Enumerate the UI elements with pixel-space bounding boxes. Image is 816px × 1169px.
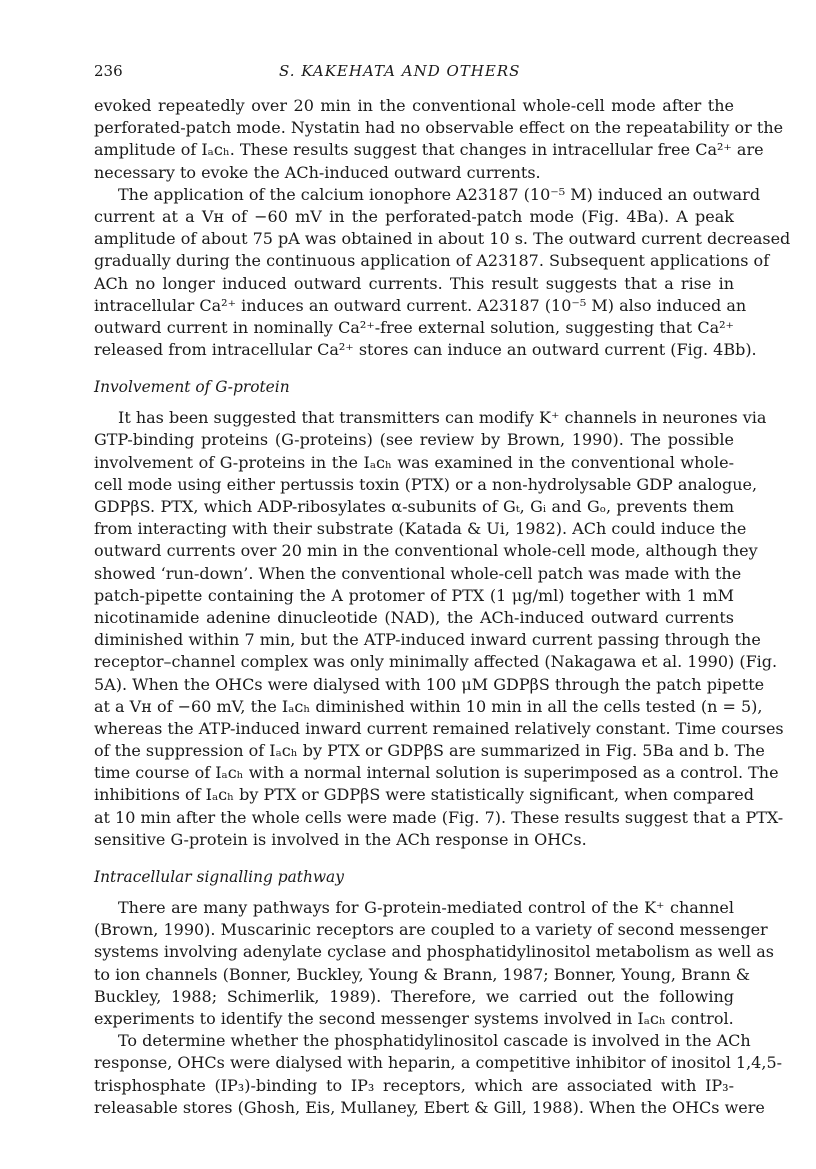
- text-line: evoked repeatedly over 20 min in the conventional whole-cell mode after the: [94, 96, 734, 115]
- text-line: outward currents over 20 min in the conventional whole-cell mode, although they: [94, 541, 758, 561]
- text-line: cell mode using either pertussis toxin (PTX) or a non-hydrolysable GDP analogue,: [94, 474, 758, 494]
- body-paragraph-phosphatidylinositol: [94, 1031, 783, 1120]
- running-head: S. KAKEHATA AND OTHERS: [279, 62, 521, 80]
- body-paragraph-continued: [94, 96, 784, 185]
- text-line: patch-pipette containing the A protomer of PTX (1 μg/ml) together with 1 mM: [94, 585, 734, 605]
- text-line: ACh no longer induced outward currents. This result suggests that a rise in: [94, 273, 734, 293]
- text-line: from interacting with their substrate (Katada & Ui, 1982). ACh could induce the: [94, 519, 747, 539]
- text-line: response, OHCs were dialysed with heparin, a competitive inhibitor of inositol 1,4,5-: [94, 1053, 783, 1073]
- text-line: diminished within 7 min, but the ATP-induced inward current passing through the: [94, 630, 761, 650]
- text-line: at a Vʜ of −60 mV, the Iₐᴄₕ diminished within 10 min in all the cells tested (n = 5),: [94, 696, 763, 716]
- text-line: time course of Iₐᴄₕ with a normal internal solution is superimposed as a control. The: [94, 763, 779, 783]
- text-line: intracellular Ca²⁺ induces an outward current. A23187 (10⁻⁵ M) also induced an: [94, 295, 747, 315]
- text-line: whereas the ATP-induced inward current remained relatively constant. Time courses: [94, 718, 784, 738]
- text-line: showed ‘run-down’. When the conventional whole-cell patch was made with the: [94, 563, 742, 583]
- text-line: at 10 min after the whole cells were made (Fig. 7). These results suggest that a PTX-: [94, 807, 784, 827]
- text-line: of the suppression of Iₐᴄₕ by PTX or GDPβS are summarized in Fig. 5Ba and b. The: [94, 741, 765, 761]
- text-line: perforated-patch mode. Nystatin had no observable effect on the repeatability or the: [94, 118, 784, 138]
- section-heading-signalling: Intracellular signalling pathway: [94, 868, 344, 886]
- text-line: (Brown, 1990). Muscarinic receptors are coupled to a variety of second messenger: [94, 920, 768, 940]
- text-line: There are many pathways for G-protein-mediated control of the K⁺ channel: [118, 898, 734, 917]
- text-line: sensitive G-protein is involved in the ACh response in OHCs.: [94, 829, 587, 849]
- text-line: It has been suggested that transmitters can modify K⁺ channels in neurones via: [118, 408, 767, 428]
- text-line: amplitude of Iₐᴄₕ. These results suggest that changes in intracellular free Ca²⁺ are: [94, 140, 764, 160]
- page-header: [94, 62, 734, 92]
- text-line: to ion channels (Bonner, Buckley, Young & Brann, 1987; Bonner, Young, Brann &: [94, 964, 750, 984]
- text-line: receptor–channel complex was only minimally affected (Nakagawa et al. 1990) (Fig.: [94, 652, 778, 672]
- body-paragraph-g-protein: [94, 408, 784, 852]
- text-line: Buckley, 1988; Schimerlik, 1989). Therefore, we carried out the following: [94, 986, 734, 1006]
- text-line: nicotinamide adenine dinucleotide (NAD), the ACh-induced outward currents: [94, 607, 734, 627]
- text-line: systems involving adenylate cyclase and phosphatidylinositol metabolism as well as: [94, 942, 774, 962]
- text-line: gradually during the continuous application of A23187. Subsequent applications of: [94, 251, 770, 271]
- text-line: current at a Vʜ of −60 mV in the perforated-patch mode (Fig. 4Ba). A peak: [94, 206, 734, 226]
- document-page: [94, 62, 791, 1120]
- text-line: inhibitions of Iₐᴄₕ by PTX or GDPβS were statistically significant, when compared: [94, 785, 754, 805]
- text-line: released from intracellular Ca²⁺ stores can induce an outward current (Fig. 4Bb).: [94, 340, 757, 360]
- text-line: 5A). When the OHCs were dialysed with 100 μM GDPβS through the patch pipette: [94, 674, 765, 694]
- text-line: releasable stores (Ghosh, Eis, Mullaney, Ebert & Gill, 1988). When the OHCs were: [94, 1097, 765, 1117]
- text-line: GDPβS. PTX, which ADP-ribosylates α-subunits of Gₜ, Gᵢ and Gₒ, prevents them: [94, 497, 734, 516]
- text-line: involvement of G-proteins in the Iₐᴄₕ was examined in the conventional whole-: [94, 452, 734, 472]
- text-line: GTP-binding proteins (G-proteins) (see review by Brown, 1990). The possible: [94, 430, 734, 450]
- page-number: 236: [94, 62, 123, 80]
- text-line: outward current in nominally Ca²⁺-free external solution, suggesting that Ca²⁺: [94, 317, 734, 337]
- text-line: experiments to identify the second messenger systems involved in Iₐᴄₕ control.: [94, 1008, 734, 1028]
- text-line: The application of the calcium ionophore A23187 (10⁻⁵ M) induced an outward: [118, 184, 761, 204]
- text-line: trisphosphate (IP₃)-binding to IP₃ receptors, which are associated with IP₃-: [94, 1075, 734, 1095]
- body-paragraph-ionophore: [94, 184, 791, 363]
- section-heading-g-protein: Involvement of G-protein: [94, 378, 290, 397]
- body-paragraph-pathways: [94, 898, 774, 1031]
- text-line: necessary to evoke the ACh-induced outward currents.: [94, 162, 541, 182]
- text-line: To determine whether the phosphatidylinositol cascade is involved in the ACh: [118, 1031, 751, 1051]
- text-line: amplitude of about 75 pA was obtained in about 10 s. The outward current decreased: [94, 229, 791, 249]
